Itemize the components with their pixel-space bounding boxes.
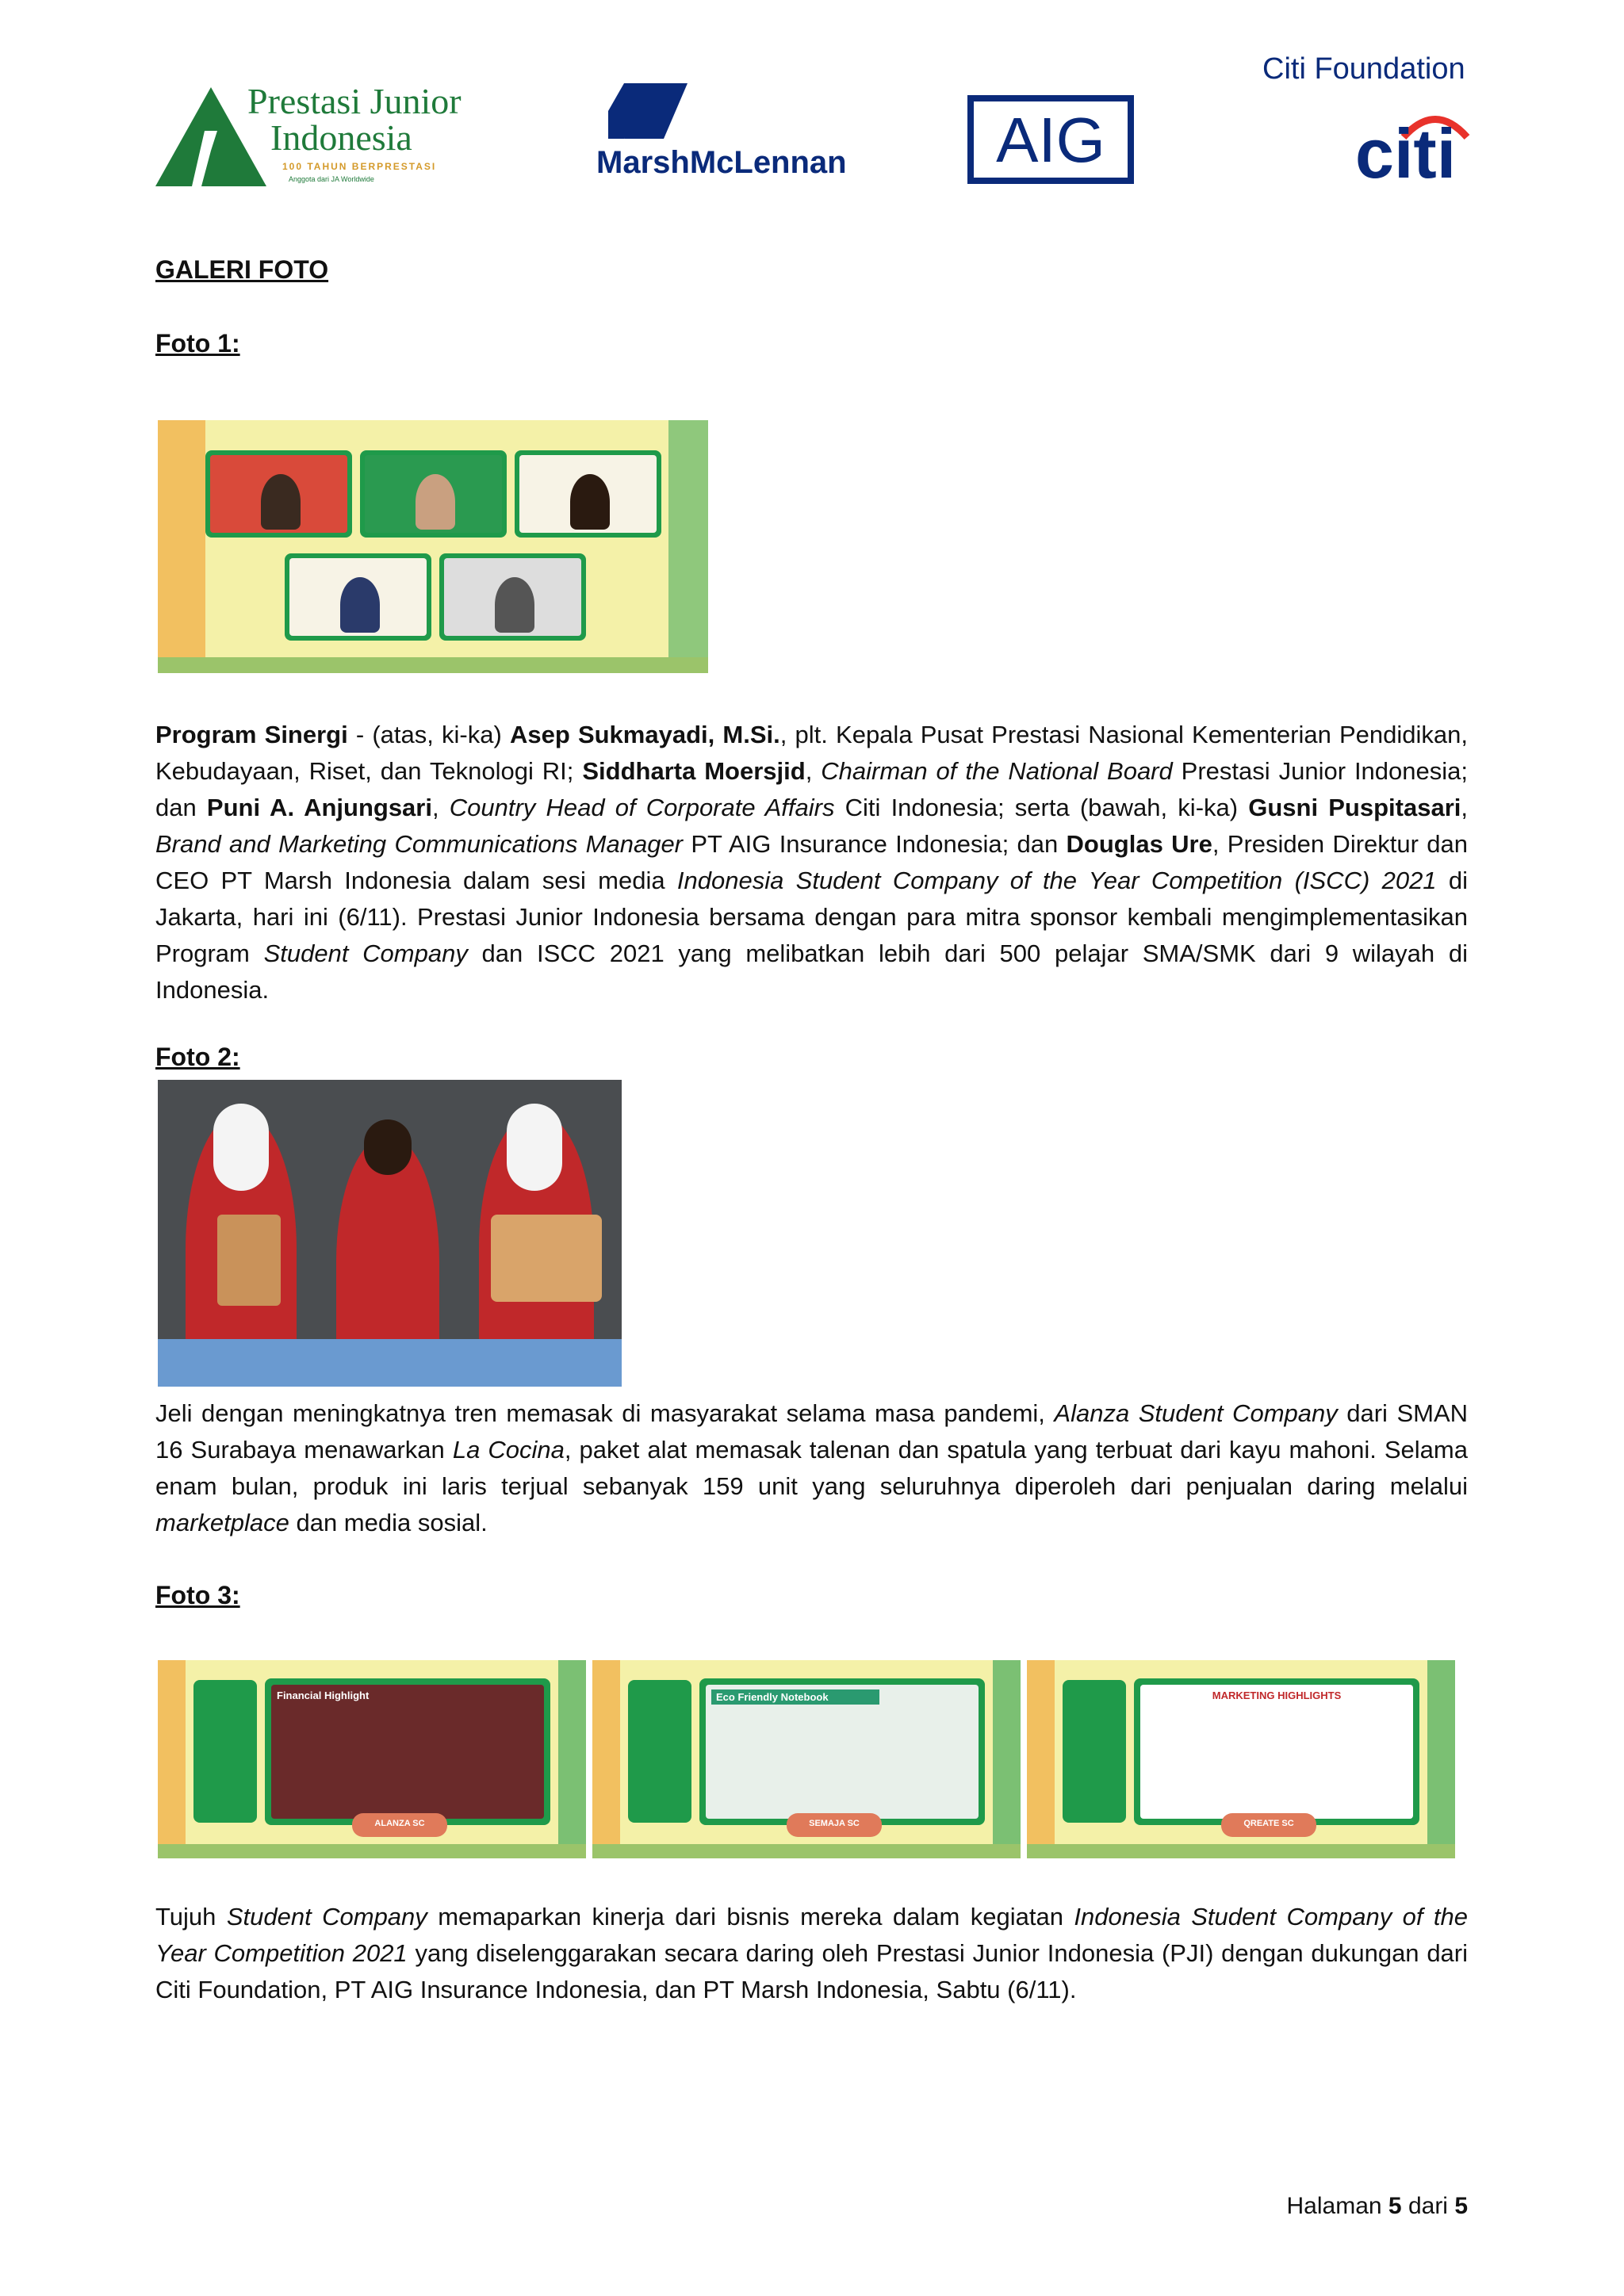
marsh-mark-icon	[600, 83, 695, 139]
citi-foundation-text: Citi Foundation	[1262, 52, 1465, 86]
logo-aig	[967, 95, 1134, 184]
photo-2-image	[158, 1080, 622, 1387]
bold-text: Program Sinergi	[155, 721, 348, 748]
photo-1-logo-bar	[158, 363, 708, 420]
text-run: ,	[1461, 794, 1468, 821]
logo-citi	[1352, 109, 1471, 193]
citi-logo-text: citi	[1355, 114, 1457, 193]
team-badge: QREATE SC	[1221, 1813, 1316, 1837]
bold-text: Puni A. Anjungsari	[206, 794, 432, 821]
photo-1-image	[158, 363, 708, 673]
bold-text: Gusni Puspitasari	[1248, 794, 1461, 821]
photo-2-label: Foto 2:	[155, 1043, 240, 1071]
photo-2-caption	[155, 1395, 1468, 1541]
text-run: di Jakarta, hari ini (6/11). Prestasi Junior Indonesia bersama dengan para mitra sponsor kembali mengimplementasikan Program	[155, 867, 1468, 967]
text-run: yang diselenggarakan secara daring oleh Prestasi Junior Indonesia (PJI) dengan dukungan dari Citi Foundation, PT AIG Insurance Indonesia, dan PT Marsh Indonesia, Sabtu (6/11).	[155, 1939, 1469, 2003]
photo-1-label: Foto 1:	[155, 329, 240, 358]
logo-prestasi-junior-indonesia	[155, 83, 488, 186]
text-run: dari SMAN 16 Surabaya menawarkan	[155, 1399, 1469, 1464]
italic-text: Country Head of Corporate Affairs	[449, 794, 835, 821]
team-badge: ALANZA SC	[352, 1813, 447, 1837]
text-run: ,	[805, 757, 822, 785]
italic-text: Indonesia Student Company of the Year Competition (ISCC) 2021	[676, 867, 1437, 894]
text-run: Prestasi Junior Indonesia; dan	[155, 757, 1468, 821]
text-run: PT AIG Insurance Indonesia; dan	[683, 830, 1067, 858]
bold-text: Asep Sukmayadi, M.Si.	[509, 721, 780, 748]
photo-3-panel	[158, 1617, 586, 1858]
text-run: , plt. Kepala Pusat Prestasi Nasional Kementerian Pendidikan, Kebudayaan, Riset, dan Teknologi RI;	[155, 721, 1468, 785]
panel-title: MARKETING HIGHLIGHTS	[1212, 1689, 1342, 1701]
text-run: Citi Indonesia; serta (bawah, ki-ka)	[834, 794, 1249, 821]
panel-title: Eco Friendly Notebook	[711, 1689, 879, 1705]
page-number	[1287, 2193, 1468, 2220]
bold-text: Douglas Ure	[1066, 830, 1212, 858]
text-run: memaparkan kinerja dari bisnis mereka dalam kegiatan	[427, 1903, 1074, 1931]
cutting-board	[217, 1215, 281, 1306]
text-run: dan ISCC 2021 yang melibatkan lebih dari 500 pelajar SMA/SMK dari 9 wilayah di Indonesia.	[155, 939, 1468, 1004]
italic-text: Brand and Marketing Communications Manager	[155, 830, 684, 858]
text-run: dan media sosial.	[289, 1509, 488, 1536]
italic-text: Indonesia Student Company of the Year Competition 2021	[155, 1903, 1468, 1967]
text-run: Jeli dengan meningkatnya tren memasak di masyarakat selama masa pandemi,	[155, 1399, 1055, 1427]
photo-3-label: Foto 3:	[155, 1581, 240, 1609]
page-middle: dari	[1401, 2193, 1455, 2219]
marsh-logo-text: MarshMcLennan	[596, 145, 847, 180]
photo-3-panel	[592, 1617, 1021, 1858]
pji-logo-line1: Prestasi Junior	[247, 81, 462, 121]
photo-3-caption	[155, 1899, 1468, 2008]
italic-text: Student Company	[263, 939, 468, 967]
pji-logo-line2: Indonesia	[270, 117, 412, 158]
team-badge: SEMAJA SC	[787, 1813, 882, 1837]
italic-text: Alanza Student Company	[1054, 1399, 1338, 1427]
italic-text: marketplace	[155, 1509, 289, 1536]
text-run: - (atas, ki-ka)	[347, 721, 510, 748]
text-run: ,	[431, 794, 450, 821]
total-pages: 5	[1454, 2193, 1468, 2219]
text-run: , paket alat memasak talenan dan spatula yang terbuat dari kayu mahoni. Selama enam bulan, produk ini laris terjual sebanyak 159 unit yang seluruhnya diperoleh dari penjualan daring melalui	[155, 1436, 1468, 1500]
logo-marsh-mclennan	[596, 83, 858, 186]
aig-logo-text: AIG	[996, 105, 1105, 175]
page-prefix: Halaman	[1286, 2193, 1388, 2219]
section-title: GALERI FOTO	[155, 255, 329, 284]
bold-text: Siddharta Moersjid	[582, 757, 806, 785]
current-page: 5	[1388, 2193, 1402, 2219]
pji-subtitle: Anggota dari JA Worldwide	[289, 175, 374, 183]
pji-tagline: 100 TAHUN BERPRESTASI	[282, 161, 437, 172]
photo-3-image-strip	[158, 1617, 1454, 1858]
italic-text: Student Company	[226, 1903, 427, 1931]
text-run: , Presiden Direktur dan CEO PT Marsh Indonesia dalam sesi media	[155, 830, 1468, 894]
photo-1-caption	[155, 717, 1468, 1008]
text-run: Tujuh	[155, 1903, 227, 1931]
italic-text: La Cocina	[452, 1436, 565, 1464]
photo-3-panel	[1027, 1617, 1455, 1858]
italic-text: Chairman of the National Board	[821, 757, 1173, 785]
cutting-board	[491, 1215, 602, 1302]
panel-title: Financial Highlight	[277, 1689, 370, 1701]
